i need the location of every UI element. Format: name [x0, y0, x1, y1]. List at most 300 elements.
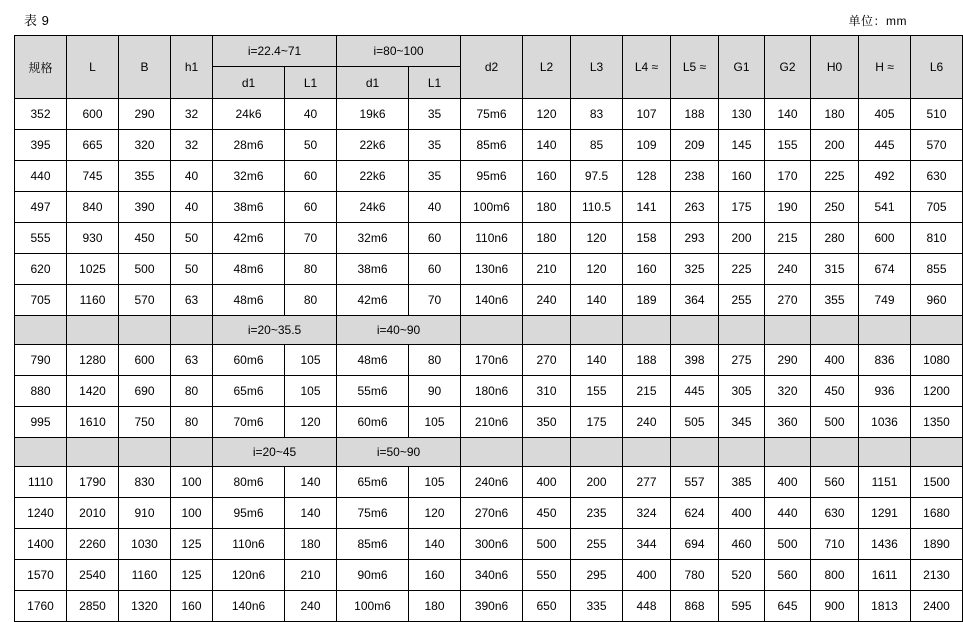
cell-L5: 325: [671, 254, 719, 285]
header-row-1: [15, 36, 963, 67]
table-row: [15, 223, 963, 254]
cell-H: 836: [859, 345, 911, 376]
cell-spec: 880: [15, 376, 67, 407]
col-header-spec: 规格: [15, 36, 67, 99]
cell-G2: 400: [765, 467, 811, 498]
cell-h1: 100: [171, 467, 213, 498]
cell-L: 600: [67, 99, 119, 130]
cell-L5: 868: [671, 591, 719, 622]
cell-L6: 2130: [911, 560, 963, 591]
cell-G2: 500: [765, 529, 811, 560]
cell-B: 355: [119, 161, 171, 192]
cell-G2: 290: [765, 345, 811, 376]
cell-d1a: 140n6: [213, 591, 285, 622]
table-row: [15, 99, 963, 130]
cell-L5: 780: [671, 560, 719, 591]
cell-L4: 344: [623, 529, 671, 560]
cell-d1a: 60m6: [213, 345, 285, 376]
cell-d1a: 48m6: [213, 254, 285, 285]
section-header-row: [15, 438, 963, 467]
cell-d1b: 38m6: [337, 254, 409, 285]
cell-d1b: 100m6: [337, 591, 409, 622]
cell-d1b: 22k6: [337, 161, 409, 192]
cell-L3: 140: [571, 285, 623, 316]
cell-L3: 83: [571, 99, 623, 130]
cell-L: 1610: [67, 407, 119, 438]
table-row: [15, 407, 963, 438]
cell-L1a: 80: [285, 285, 337, 316]
cell-L3: 335: [571, 591, 623, 622]
cell-d1b: 24k6: [337, 192, 409, 223]
section-blank-right: [719, 438, 765, 467]
unit-note: 单位：mm: [848, 14, 907, 28]
cell-H: 749: [859, 285, 911, 316]
cell-d1b: 48m6: [337, 345, 409, 376]
cell-H0: 500: [811, 407, 859, 438]
section-blank-right: [671, 316, 719, 345]
cell-d1b: 42m6: [337, 285, 409, 316]
cell-G2: 170: [765, 161, 811, 192]
cell-L5: 209: [671, 130, 719, 161]
table-row: [15, 498, 963, 529]
col-header-L5: L5 ≈: [671, 36, 719, 99]
cell-h1: 160: [171, 591, 213, 622]
cell-G1: 175: [719, 192, 765, 223]
cell-h1: 40: [171, 192, 213, 223]
section-blank-right: [911, 316, 963, 345]
cell-spec: 620: [15, 254, 67, 285]
cell-L2: 210: [523, 254, 571, 285]
cell-H: 674: [859, 254, 911, 285]
cell-L6: 705: [911, 192, 963, 223]
cell-G2: 560: [765, 560, 811, 591]
cell-L: 745: [67, 161, 119, 192]
cell-B: 1030: [119, 529, 171, 560]
cell-L5: 238: [671, 161, 719, 192]
cell-L2: 400: [523, 467, 571, 498]
cell-L2: 500: [523, 529, 571, 560]
table-row: [15, 591, 963, 622]
cell-L1b: 35: [409, 99, 461, 130]
cell-B: 570: [119, 285, 171, 316]
cell-L4: 277: [623, 467, 671, 498]
cell-H0: 355: [811, 285, 859, 316]
cell-G1: 160: [719, 161, 765, 192]
cell-L1b: 60: [409, 223, 461, 254]
cell-B: 690: [119, 376, 171, 407]
cell-G1: 275: [719, 345, 765, 376]
cell-L3: 235: [571, 498, 623, 529]
cell-L2: 270: [523, 345, 571, 376]
cell-d2: 95m6: [461, 161, 523, 192]
cell-d2: 270n6: [461, 498, 523, 529]
cell-G1: 130: [719, 99, 765, 130]
cell-H: 1036: [859, 407, 911, 438]
cell-L5: 624: [671, 498, 719, 529]
col-header-d2: d2: [461, 36, 523, 99]
cell-L2: 160: [523, 161, 571, 192]
table-row: [15, 192, 963, 223]
cell-L4: 448: [623, 591, 671, 622]
cell-L5: 505: [671, 407, 719, 438]
cell-H0: 200: [811, 130, 859, 161]
cell-L: 1025: [67, 254, 119, 285]
cell-d2: 300n6: [461, 529, 523, 560]
cell-spec: 1240: [15, 498, 67, 529]
cell-L4: 160: [623, 254, 671, 285]
cell-L3: 155: [571, 376, 623, 407]
cell-L4: 400: [623, 560, 671, 591]
section-header-row: [15, 316, 963, 345]
section-blank-right: [623, 438, 671, 467]
col-header-L1-group1: L1: [285, 67, 337, 99]
table-head: [15, 36, 963, 99]
cell-d2: 100m6: [461, 192, 523, 223]
cell-L5: 364: [671, 285, 719, 316]
col-header-d1-group2: d1: [337, 67, 409, 99]
cell-B: 750: [119, 407, 171, 438]
cell-L1a: 60: [285, 161, 337, 192]
section-blank-right: [571, 316, 623, 345]
cell-h1: 32: [171, 130, 213, 161]
table-row: [15, 529, 963, 560]
cell-H0: 250: [811, 192, 859, 223]
cell-L1b: 105: [409, 407, 461, 438]
cell-d1a: 95m6: [213, 498, 285, 529]
cell-G1: 400: [719, 498, 765, 529]
cell-G1: 200: [719, 223, 765, 254]
section-blank-right: [765, 438, 811, 467]
section-blank-right: [859, 438, 911, 467]
section-blank-right: [859, 316, 911, 345]
section-blank-right: [811, 438, 859, 467]
cell-H0: 450: [811, 376, 859, 407]
cell-L3: 255: [571, 529, 623, 560]
section-blank-left: [67, 438, 119, 467]
cell-L: 2010: [67, 498, 119, 529]
cell-L: 1790: [67, 467, 119, 498]
col-header-L6: L6: [911, 36, 963, 99]
cell-L5: 293: [671, 223, 719, 254]
section-blank-right: [571, 438, 623, 467]
cell-H0: 900: [811, 591, 859, 622]
col-header-L1-group2: L1: [409, 67, 461, 99]
cell-d1a: 70m6: [213, 407, 285, 438]
cell-L6: 1080: [911, 345, 963, 376]
specification-table: [14, 35, 963, 622]
cell-d1b: 60m6: [337, 407, 409, 438]
cell-L2: 140: [523, 130, 571, 161]
cell-L3: 200: [571, 467, 623, 498]
cell-H: 1436: [859, 529, 911, 560]
section-blank-right: [461, 438, 523, 467]
cell-G2: 360: [765, 407, 811, 438]
cell-L4: 215: [623, 376, 671, 407]
section-ratio-right: i=40~90: [337, 316, 461, 345]
cell-L1b: 40: [409, 192, 461, 223]
cell-spec: 352: [15, 99, 67, 130]
section-blank-left: [119, 438, 171, 467]
table-row: [15, 345, 963, 376]
cell-d2: 130n6: [461, 254, 523, 285]
cell-G1: 385: [719, 467, 765, 498]
cell-L3: 120: [571, 254, 623, 285]
cell-L1b: 180: [409, 591, 461, 622]
cell-d1b: 90m6: [337, 560, 409, 591]
cell-h1: 125: [171, 560, 213, 591]
cell-L5: 263: [671, 192, 719, 223]
cell-d1b: 75m6: [337, 498, 409, 529]
cell-L3: 140: [571, 345, 623, 376]
cell-B: 450: [119, 223, 171, 254]
col-header-group-2: i=80~100: [337, 36, 461, 67]
section-blank-right: [811, 316, 859, 345]
cell-L2: 350: [523, 407, 571, 438]
col-header-d1-group1: d1: [213, 67, 285, 99]
cell-h1: 40: [171, 161, 213, 192]
cell-d2: 390n6: [461, 591, 523, 622]
cell-L1a: 60: [285, 192, 337, 223]
cell-d1a: 110n6: [213, 529, 285, 560]
cell-d1b: 85m6: [337, 529, 409, 560]
cell-L6: 630: [911, 161, 963, 192]
cell-H0: 180: [811, 99, 859, 130]
cell-B: 320: [119, 130, 171, 161]
cell-d1b: 32m6: [337, 223, 409, 254]
cell-H: 1611: [859, 560, 911, 591]
cell-G2: 190: [765, 192, 811, 223]
cell-L1a: 105: [285, 376, 337, 407]
table-row: [15, 161, 963, 192]
cell-G1: 520: [719, 560, 765, 591]
cell-H0: 710: [811, 529, 859, 560]
cell-L1a: 120: [285, 407, 337, 438]
section-blank-right: [765, 316, 811, 345]
cell-G2: 645: [765, 591, 811, 622]
cell-L: 1280: [67, 345, 119, 376]
section-blank-left: [119, 316, 171, 345]
cell-G2: 215: [765, 223, 811, 254]
cell-G2: 155: [765, 130, 811, 161]
cell-h1: 63: [171, 285, 213, 316]
cell-L1a: 70: [285, 223, 337, 254]
col-header-L2: L2: [523, 36, 571, 99]
cell-H0: 400: [811, 345, 859, 376]
table-row: [15, 560, 963, 591]
cell-G1: 345: [719, 407, 765, 438]
cell-L1a: 140: [285, 498, 337, 529]
cell-d1b: 22k6: [337, 130, 409, 161]
col-header-L4: L4 ≈: [623, 36, 671, 99]
cell-G1: 305: [719, 376, 765, 407]
cell-d1a: 28m6: [213, 130, 285, 161]
cell-L1b: 35: [409, 130, 461, 161]
caption-row: [14, 8, 911, 35]
section-blank-right: [523, 316, 571, 345]
cell-L6: 1200: [911, 376, 963, 407]
cell-L1b: 80: [409, 345, 461, 376]
cell-L5: 694: [671, 529, 719, 560]
cell-H0: 225: [811, 161, 859, 192]
cell-L4: 109: [623, 130, 671, 161]
cell-L2: 550: [523, 560, 571, 591]
cell-L3: 295: [571, 560, 623, 591]
section-blank-left: [171, 438, 213, 467]
cell-L1a: 140: [285, 467, 337, 498]
cell-G2: 270: [765, 285, 811, 316]
cell-L: 1420: [67, 376, 119, 407]
cell-L4: 128: [623, 161, 671, 192]
cell-H: 936: [859, 376, 911, 407]
cell-L1b: 35: [409, 161, 461, 192]
cell-L5: 398: [671, 345, 719, 376]
cell-L1a: 50: [285, 130, 337, 161]
cell-spec: 555: [15, 223, 67, 254]
table-row: [15, 254, 963, 285]
section-blank-right: [719, 316, 765, 345]
cell-L1b: 90: [409, 376, 461, 407]
cell-G2: 240: [765, 254, 811, 285]
cell-L3: 85: [571, 130, 623, 161]
col-header-L: L: [67, 36, 119, 99]
table-body: [15, 99, 963, 622]
cell-L6: 2400: [911, 591, 963, 622]
cell-spec: 1400: [15, 529, 67, 560]
cell-H0: 630: [811, 498, 859, 529]
section-blank-right: [911, 438, 963, 467]
cell-L2: 310: [523, 376, 571, 407]
section-blank-right: [461, 316, 523, 345]
cell-d2: 180n6: [461, 376, 523, 407]
cell-spec: 790: [15, 345, 67, 376]
cell-d1a: 120n6: [213, 560, 285, 591]
cell-B: 290: [119, 99, 171, 130]
cell-L5: 445: [671, 376, 719, 407]
cell-d2: 340n6: [461, 560, 523, 591]
cell-L1a: 210: [285, 560, 337, 591]
cell-B: 500: [119, 254, 171, 285]
cell-L: 2260: [67, 529, 119, 560]
cell-B: 600: [119, 345, 171, 376]
cell-L1b: 70: [409, 285, 461, 316]
cell-G1: 255: [719, 285, 765, 316]
cell-H: 1151: [859, 467, 911, 498]
cell-L2: 180: [523, 192, 571, 223]
section-blank-right: [623, 316, 671, 345]
cell-L: 2540: [67, 560, 119, 591]
cell-G1: 460: [719, 529, 765, 560]
cell-L6: 1680: [911, 498, 963, 529]
table-row: [15, 285, 963, 316]
cell-d2: 85m6: [461, 130, 523, 161]
cell-spec: 995: [15, 407, 67, 438]
cell-H: 600: [859, 223, 911, 254]
cell-L6: 1500: [911, 467, 963, 498]
cell-d1a: 80m6: [213, 467, 285, 498]
cell-L1b: 140: [409, 529, 461, 560]
cell-L1b: 60: [409, 254, 461, 285]
col-header-B: B: [119, 36, 171, 99]
col-header-H0: H0: [811, 36, 859, 99]
cell-H0: 280: [811, 223, 859, 254]
cell-G2: 140: [765, 99, 811, 130]
cell-h1: 80: [171, 376, 213, 407]
cell-d2: 140n6: [461, 285, 523, 316]
cell-L6: 510: [911, 99, 963, 130]
cell-H0: 800: [811, 560, 859, 591]
cell-L: 2850: [67, 591, 119, 622]
table-row: [15, 130, 963, 161]
cell-L4: 189: [623, 285, 671, 316]
cell-H0: 560: [811, 467, 859, 498]
cell-B: 910: [119, 498, 171, 529]
cell-B: 390: [119, 192, 171, 223]
cell-L3: 120: [571, 223, 623, 254]
cell-spec: 497: [15, 192, 67, 223]
cell-spec: 440: [15, 161, 67, 192]
cell-L4: 107: [623, 99, 671, 130]
cell-h1: 100: [171, 498, 213, 529]
cell-L3: 110.5: [571, 192, 623, 223]
table-row: [15, 376, 963, 407]
cell-d2: 110n6: [461, 223, 523, 254]
cell-L5: 188: [671, 99, 719, 130]
cell-B: 1320: [119, 591, 171, 622]
cell-d1a: 42m6: [213, 223, 285, 254]
cell-d1a: 65m6: [213, 376, 285, 407]
cell-L2: 450: [523, 498, 571, 529]
cell-L1b: 120: [409, 498, 461, 529]
cell-L4: 188: [623, 345, 671, 376]
cell-L2: 650: [523, 591, 571, 622]
cell-L2: 180: [523, 223, 571, 254]
cell-L2: 240: [523, 285, 571, 316]
cell-L1b: 160: [409, 560, 461, 591]
cell-spec: 1570: [15, 560, 67, 591]
cell-L4: 324: [623, 498, 671, 529]
cell-H: 1291: [859, 498, 911, 529]
cell-L4: 240: [623, 407, 671, 438]
col-header-G1: G1: [719, 36, 765, 99]
cell-d1b: 65m6: [337, 467, 409, 498]
cell-d1b: 55m6: [337, 376, 409, 407]
col-header-group-1: i=22.4~71: [213, 36, 337, 67]
cell-L6: 810: [911, 223, 963, 254]
cell-H: 1813: [859, 591, 911, 622]
cell-H: 541: [859, 192, 911, 223]
cell-d2: 75m6: [461, 99, 523, 130]
cell-h1: 125: [171, 529, 213, 560]
col-header-H: H ≈: [859, 36, 911, 99]
section-ratio-left: i=20~35.5: [213, 316, 337, 345]
cell-L1a: 180: [285, 529, 337, 560]
cell-h1: 80: [171, 407, 213, 438]
cell-H0: 315: [811, 254, 859, 285]
cell-d2: 210n6: [461, 407, 523, 438]
section-ratio-left: i=20~45: [213, 438, 337, 467]
cell-h1: 63: [171, 345, 213, 376]
cell-L2: 120: [523, 99, 571, 130]
cell-L6: 1350: [911, 407, 963, 438]
cell-B: 830: [119, 467, 171, 498]
cell-L1a: 240: [285, 591, 337, 622]
cell-L1a: 40: [285, 99, 337, 130]
cell-h1: 32: [171, 99, 213, 130]
cell-H: 405: [859, 99, 911, 130]
section-blank-left: [15, 316, 67, 345]
cell-spec: 395: [15, 130, 67, 161]
section-blank-left: [67, 316, 119, 345]
